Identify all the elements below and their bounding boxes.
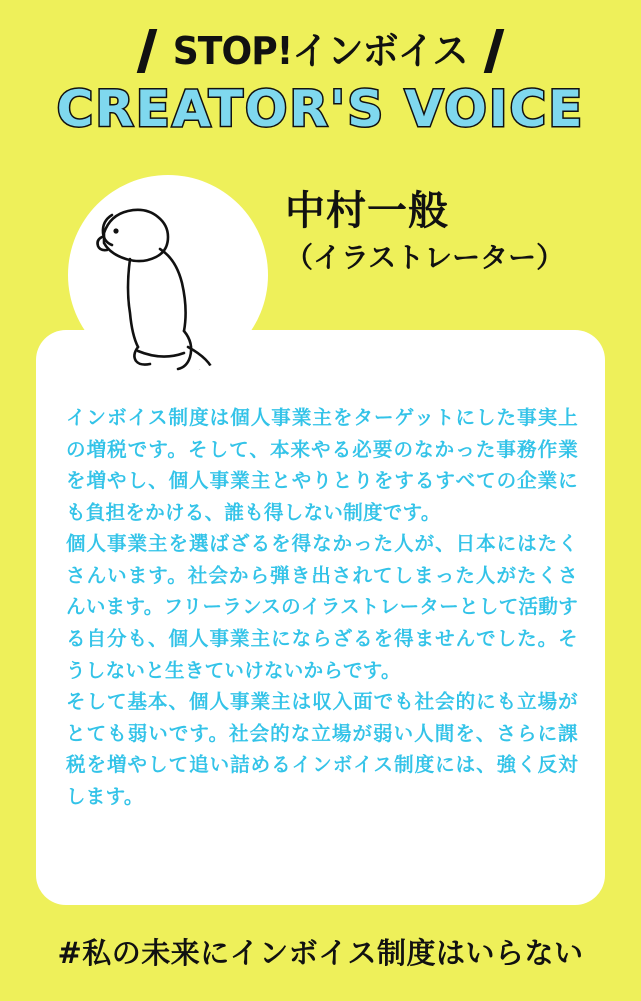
campaign-title-row [0, 22, 641, 80]
poster-footer [0, 915, 641, 1001]
profile-role: （イラストレーター） [285, 241, 565, 274]
campaign-title: STOP!インボイス [173, 29, 468, 73]
statement-paragraph-2: 個人事業主を選ばざるを得なかった人が、日本にはたくさんいます。社会から弾き出されてしまった人がたくさんいます。フリーランスのイラストレーターとして活動する自分も、個人事業主にならざるを得ませんでした。そうしないと生きていけないからです。 [66, 532, 578, 682]
profile-name: 中村一般 [285, 188, 449, 234]
slash-right-icon [483, 29, 504, 73]
poster-header [0, 0, 641, 155]
slash-left-icon [137, 29, 158, 73]
avatar [68, 175, 268, 375]
statement-paragraph-3: そして基本、個人事業主は収入面でも社会的にも立場がとても弱いです。社会的な立場が弱い人間を、さらに課税を増やして追い詰めるインボイス制度には、強く反対します。 [66, 690, 578, 808]
statement-card [36, 330, 605, 905]
series-title: CREATOR'S VOICE [56, 80, 585, 138]
statement-paragraph-1: インボイス制度は個人事業主をターゲットにした事実上の増税です。そして、本来やる必要のなかった事務作業を増やし、個人事業主とやりとりをするすべての企業にも負担をかける、誰も得しない制度です。 [66, 406, 578, 524]
profile-name-block [285, 188, 564, 276]
dog-illustration-icon [68, 175, 268, 375]
statement-text-container [66, 402, 578, 813]
campaign-hashtag: #私の未来にインボイス制度はいらない [57, 936, 584, 970]
